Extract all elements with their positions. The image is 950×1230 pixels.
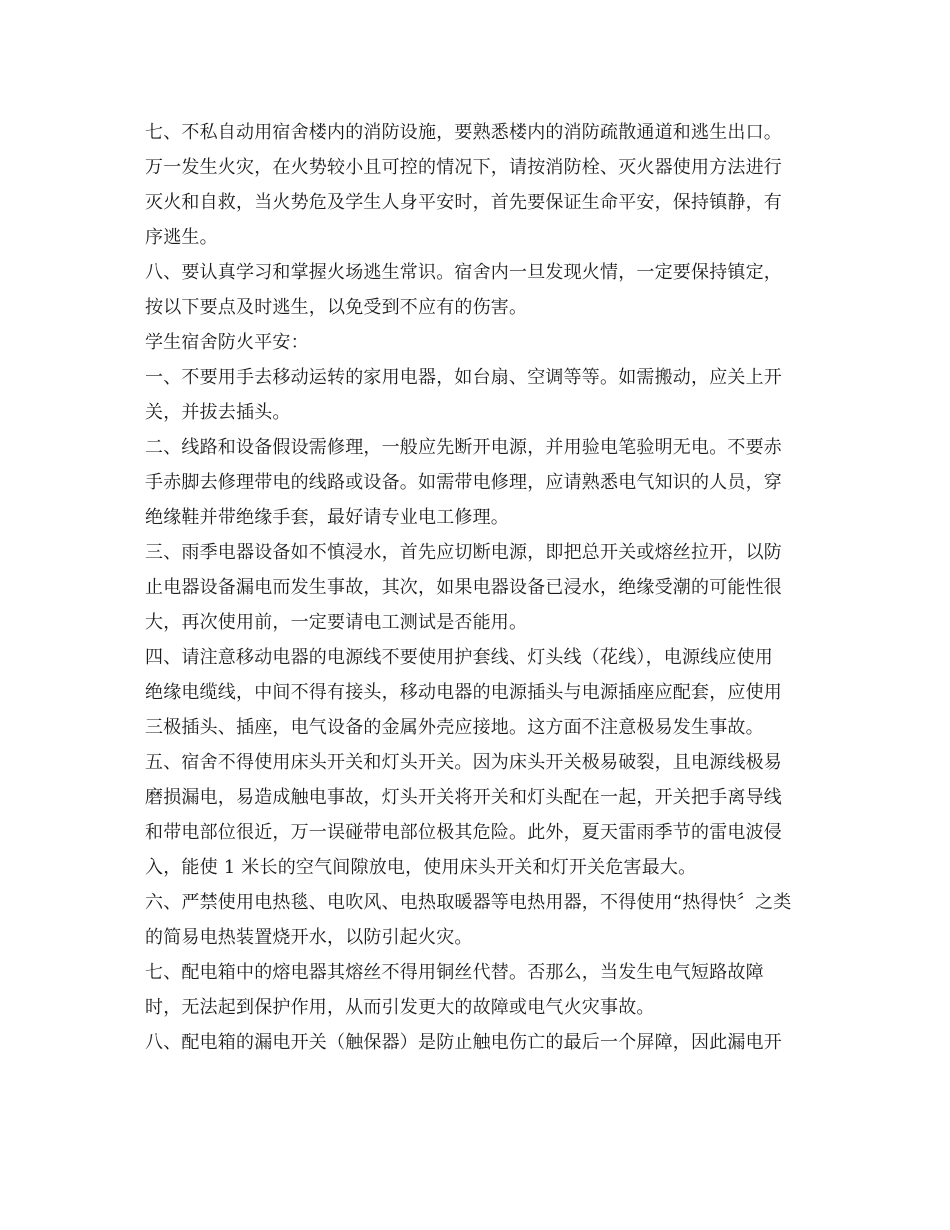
section-heading: 学生宿舍防火平安： — [145, 332, 309, 353]
text-line: 一、不要用手去移动运转的家用电器，如台扇、空调等等。如需搬动，应关上开 — [145, 367, 782, 388]
text-line: 三极插头、插座，电气设备的金属外壳应接地。这方面不注意极易发生事故。 — [145, 717, 764, 738]
text-line: 三、雨季电器设备如不慎浸水，首先应切断电源，即把总开关或熔丝拉开，以防 — [145, 542, 782, 563]
text-line: 磨损漏电，易造成触电事故，灯头开关将开关和灯头配在一起，开关把手离导线 — [145, 787, 782, 808]
text-line: 大，再次使用前，一定要请电工测试是否能用。 — [145, 612, 528, 633]
text-line: 按以下要点及时逃生，以免受到不应有的伤害。 — [145, 297, 528, 318]
text-line: 五、宿舍不得使用床头开关和灯头开关。因为床头开关极易破裂，且电源线极易 — [145, 752, 782, 773]
document-body — [145, 115, 813, 1060]
text-line: 的简易电热装置烧开水，以防引起火灾。 — [145, 927, 473, 948]
text-line: 七、不私自动用宿舍楼内的消防设施，要熟悉楼内的消防疏散通道和逃生出口。 — [145, 122, 782, 143]
text-line: 止电器设备漏电而发生事故，其次，如果电器设备已浸水，绝缘受潮的可能性很 — [145, 577, 782, 598]
text-line: 八、配电箱的漏电开关（触保器）是防止触电伤亡的最后一个屏障，因此漏电开 — [145, 1032, 782, 1053]
text-line: 序逃生。 — [145, 227, 218, 248]
text-line: 时，无法起到保护作用，从而引发更大的故障或电气火灾事故。 — [145, 997, 655, 1018]
text-line: 手赤脚去修理带电的线路或设备。如需带电修理，应请熟悉电气知识的人员，穿 — [145, 472, 782, 493]
text-line: 六、严禁使用电热毯、电吹风、电热取暖器等电热用器，不得使用“热得快〞之类 — [145, 892, 792, 913]
text-line: 灭火和自救，当火势危及学生人身平安时，首先要保证生命平安，保持镇静，有 — [145, 192, 782, 213]
text-line: 七、配电箱中的熔电器其熔丝不得用铜丝代替。否那么，当发生电气短路故障 — [145, 962, 764, 983]
text-line: 八、要认真学习和掌握火场逃生常识。宿舍内一旦发现火情，一定要保持镇定， — [145, 262, 782, 283]
text-line: 关，并拔去插头。 — [145, 402, 291, 423]
text-line: 入，能使 1 米长的空气间隙放电，使用床头开关和灯开关危害最大。 — [145, 857, 697, 878]
text-line: 绝缘电缆线，中间不得有接头，移动电器的电源插头与电源插座应配套，应使用 — [145, 682, 782, 703]
text-line: 和带电部位很近，万一误碰带电部位极其危险。此外，夏天雷雨季节的雷电波侵 — [145, 822, 782, 843]
text-line: 万一发生火灾，在火势较小且可控的情况下，请按消防栓、灭火器使用方法进行 — [145, 157, 782, 178]
text-line: 二、线路和设备假设需修理，一般应先断开电源，并用验电笔验明无电。不要赤 — [145, 437, 782, 458]
text-line: 四、请注意移动电器的电源线不要使用护套线、灯头线（花线），电源线应使用 — [145, 647, 773, 668]
text-line: 绝缘鞋并带绝缘手套，最好请专业电工修理。 — [145, 507, 509, 528]
